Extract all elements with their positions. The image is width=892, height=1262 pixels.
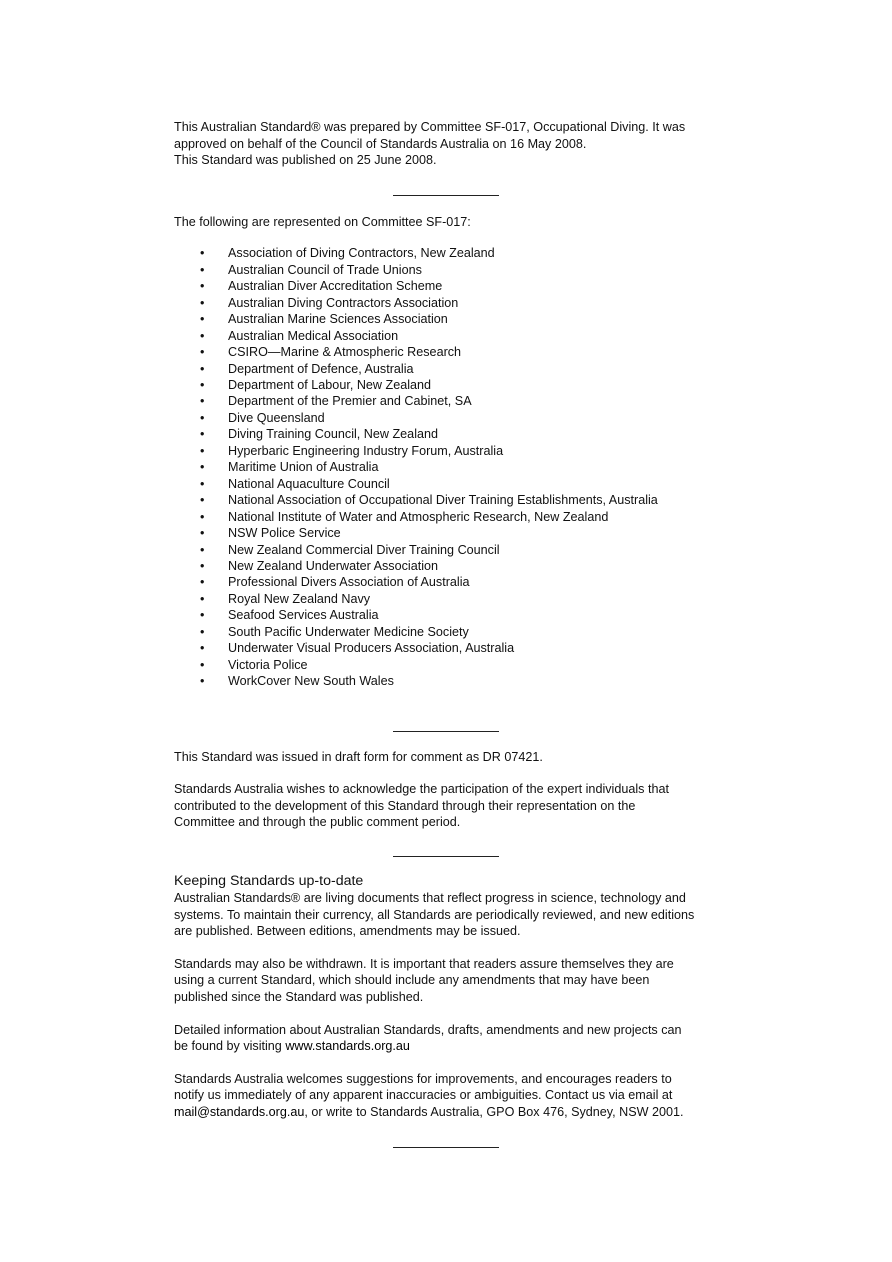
committee-member-name: National Association of Occupational Diver Training Establishments, Australia — [228, 493, 658, 508]
bullet-icon: • — [200, 591, 205, 606]
committee-member-name: South Pacific Underwater Medicine Society — [228, 624, 469, 639]
bullet-icon: • — [200, 509, 205, 524]
committee-member-name: Australian Diving Contractors Association — [228, 295, 459, 310]
bullet-icon: • — [200, 361, 205, 376]
keeping-paragraph-3 — [174, 1022, 734, 1055]
para-line: systems. To maintain their currency, all Standards are periodically reviewed, and new editions — [174, 907, 695, 922]
intro-line: approved on behalf of the Council of Standards Australia on 16 May 2008. — [174, 136, 587, 151]
committee-member-name: Australian Council of Trade Unions — [228, 262, 422, 277]
committee-member-name: New Zealand Underwater Association — [228, 558, 439, 573]
bullet-icon: • — [200, 410, 205, 425]
bullet-icon: • — [200, 526, 205, 541]
intro-paragraph — [174, 119, 734, 169]
committee-member-item — [174, 410, 734, 426]
committee-member-item — [174, 657, 734, 673]
committee-member-name: National Institute of Water and Atmospheric Research, New Zealand — [228, 509, 609, 524]
bullet-icon: • — [200, 312, 205, 327]
intro-line: This Standard was published on 25 June 2008. — [174, 153, 437, 168]
committee-member-list — [174, 245, 734, 689]
committee-member-name: Australian Marine Sciences Association — [228, 312, 448, 327]
committee-member-name: NSW Police Service — [228, 526, 341, 541]
bullet-icon: • — [200, 295, 205, 310]
bullet-icon: • — [200, 378, 205, 392]
committee-member-name: Australian Diver Accreditation Scheme — [228, 279, 443, 294]
committee-member-name: WorkCover New South Wales — [228, 674, 394, 689]
draft-note: This Standard was issued in draft form for comment as DR 07421. — [174, 749, 543, 764]
committee-member-item — [174, 377, 734, 393]
committee-member-name: Professional Divers Association of Australia — [228, 575, 470, 590]
committee-member-item — [174, 525, 734, 541]
para-line: published since the Standard was published. — [174, 989, 424, 1004]
committee-member-item — [174, 262, 734, 278]
ack-line: contributed to the development of this Standard through their representation on the — [174, 798, 636, 813]
contact-email-link[interactable]: mail@standards.org.au — [174, 1104, 305, 1119]
committee-member-item — [174, 295, 734, 311]
committee-member-name: Seafood Services Australia — [228, 608, 379, 623]
bullet-icon: • — [200, 575, 205, 590]
bullet-icon: • — [200, 279, 205, 294]
ack-line: Standards Australia wishes to acknowledge the participation of the expert individuals that — [174, 782, 669, 797]
committee-member-name: Association of Diving Contractors, New Zealand — [228, 246, 495, 261]
committee-member-name: Underwater Visual Producers Association, Australia — [228, 641, 515, 656]
bullet-icon: • — [200, 558, 205, 573]
committee-member-item — [174, 311, 734, 327]
committee-member-name: Diving Training Council, New Zealand — [228, 427, 438, 442]
para-line: Standards may also be withdrawn. It is important that readers assure themselves they are — [174, 956, 674, 971]
bullet-icon: • — [200, 476, 205, 491]
committee-member-item — [174, 328, 734, 344]
section-divider — [393, 1147, 499, 1148]
committee-member-name: Royal New Zealand Navy — [228, 591, 371, 606]
committee-member-item — [174, 558, 734, 574]
bullet-icon: • — [200, 427, 205, 442]
committee-member-item — [174, 492, 734, 508]
committee-member-item — [174, 607, 734, 623]
committee-member-name: National Aquaculture Council — [228, 476, 390, 491]
intro-line: This Australian Standard® was prepared by Committee SF-017, Occupational Diving. It was — [174, 120, 686, 134]
document-page — [174, 119, 734, 1148]
bullet-icon: • — [200, 608, 205, 623]
keeping-paragraph-2 — [174, 956, 734, 1006]
committee-member-item — [174, 393, 734, 409]
para-line: Standards Australia welcomes suggestions for improvements, and encourages readers to — [174, 1071, 672, 1086]
para-line: Australian Standards® are living documents that reflect progress in science, technology and — [174, 890, 686, 905]
committee-member-name: CSIRO—Marine & Atmospheric Research — [228, 345, 462, 360]
committee-member-item — [174, 574, 734, 590]
para-line: notify us immediately of any apparent inaccuracies or ambiguities. Contact us via email at — [174, 1088, 673, 1103]
bullet-icon: • — [200, 542, 205, 557]
para-line: using a current Standard, which should include any amendments that may have been — [174, 973, 650, 988]
committee-member-item — [174, 476, 734, 492]
bullet-icon: • — [200, 328, 205, 343]
committee-member-name: Maritime Union of Australia — [228, 460, 379, 475]
para-line: be found by visiting — [174, 1039, 286, 1054]
bullet-icon: • — [200, 657, 205, 672]
bullet-icon: • — [200, 345, 205, 360]
committee-member-name: Australian Medical Association — [228, 328, 399, 343]
committee-member-item — [174, 673, 734, 689]
committee-member-item — [174, 278, 734, 294]
ack-line: Committee and through the public comment period. — [174, 815, 461, 830]
committee-member-item — [174, 542, 734, 558]
committee-member-item — [174, 509, 734, 525]
committee-member-name: Victoria Police — [228, 657, 308, 672]
committee-member-item — [174, 361, 734, 377]
committee-member-item — [174, 459, 734, 475]
bullet-icon: • — [200, 394, 205, 409]
keeping-standards-heading: Keeping Standards up-to-date — [174, 872, 364, 889]
keeping-paragraph-4 — [174, 1071, 734, 1121]
bullet-icon: • — [200, 493, 205, 508]
committee-member-item — [174, 591, 734, 607]
committee-member-name: Dive Queensland — [228, 410, 325, 425]
committee-member-name: Department of Labour, New Zealand — [228, 378, 432, 392]
committee-member-item — [174, 426, 734, 442]
bullet-icon: • — [200, 674, 205, 689]
bullet-icon: • — [200, 641, 205, 656]
bullet-icon: • — [200, 624, 205, 639]
para-line: , or write to Standards Australia, GPO Box 476, Sydney, NSW 2001. — [304, 1104, 684, 1119]
committee-heading: The following are represented on Committee SF-017: — [174, 214, 471, 229]
committee-member-item — [174, 640, 734, 656]
bullet-icon: • — [200, 246, 205, 261]
committee-member-name: Department of the Premier and Cabinet, SA — [228, 394, 472, 409]
para-line: are published. Between editions, amendments may be issued. — [174, 924, 521, 939]
committee-member-item — [174, 344, 734, 360]
standards-website-link[interactable]: www.standards.org.au — [285, 1039, 410, 1054]
bullet-icon: • — [200, 443, 205, 458]
para-line: Detailed information about Australian Standards, drafts, amendments and new projects can — [174, 1022, 682, 1037]
committee-member-name: Department of Defence, Australia — [228, 361, 414, 376]
committee-member-item — [174, 443, 734, 459]
acknowledgement-paragraph — [174, 781, 734, 831]
committee-member-item — [174, 245, 734, 261]
keeping-paragraph-1 — [174, 890, 734, 940]
committee-member-item — [174, 624, 734, 640]
committee-member-name: New Zealand Commercial Diver Training Council — [228, 542, 500, 557]
bullet-icon: • — [200, 460, 205, 475]
committee-member-name: Hyperbaric Engineering Industry Forum, Australia — [228, 443, 504, 458]
bullet-icon: • — [200, 262, 205, 277]
